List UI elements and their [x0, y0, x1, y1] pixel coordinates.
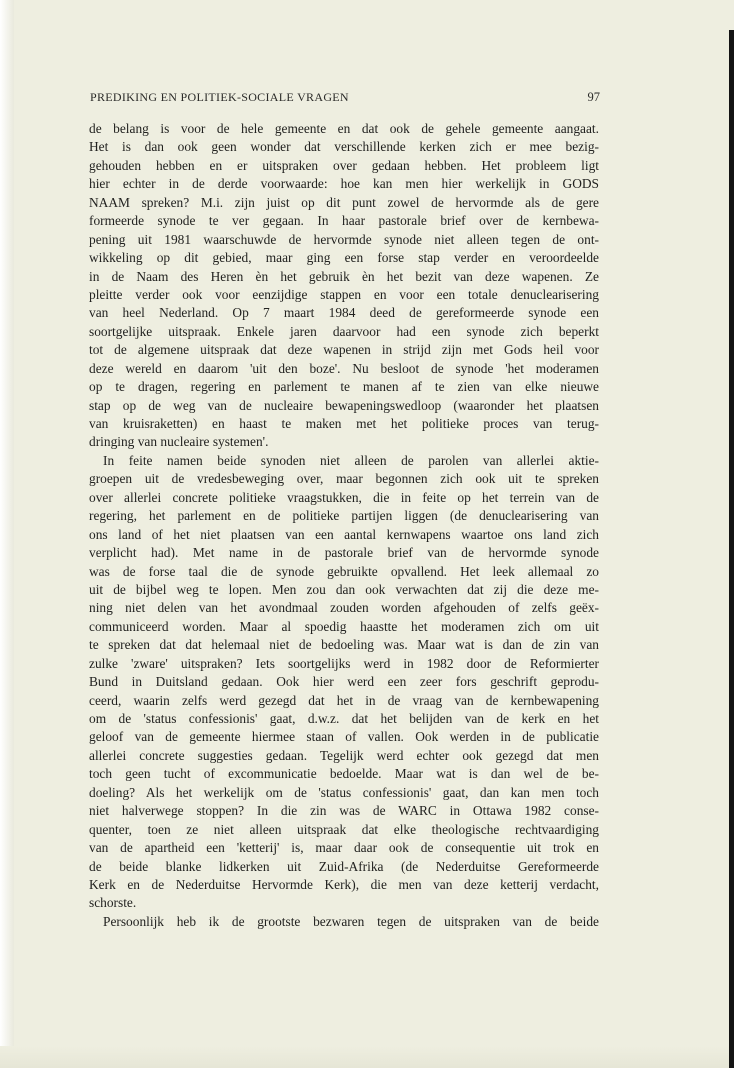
text-line: ning niet delen van het avondmaal zouden worden afgehouden of zelfs geëx-	[89, 600, 599, 616]
text-line: geloof van de gemeente hiermee staan of vallen. Ook werden in de publicatie	[89, 729, 599, 745]
text-line: Het is dan ook geen wonder dat verschillende kerken zich er mee bezig-	[89, 139, 599, 155]
text-line: quenter, toen ze niet alleen uitspraak dat elke theologische rechtvaardiging	[89, 821, 599, 837]
text-line: NAAM spreken? M.i. zijn juist op dit punt zowel de hervormde als de gere	[89, 194, 599, 210]
text-line: formeerde synode te ver gegaan. In haar pastorale brief over de kernbewa-	[89, 213, 599, 229]
text-line: zulke 'zware' uitspraken? Iets soortgelijks werd in 1982 door de Reformierter	[89, 655, 599, 671]
text-line: verplicht had). Met name in de pastorale brief van de hervormde synode	[89, 545, 599, 561]
text-line: stap op de weg van de nucleaire bewapeningswedloop (waaronder het plaatsen	[89, 397, 599, 413]
text-line: communiceerd worden. Maar al spoedig haastte het moderamen zich om uit	[89, 618, 599, 634]
page-bottom-edge	[0, 1046, 738, 1068]
text-line: te spreken dat dat helemaal niet de bedoeling was. Maar wat is dan de zin van	[89, 637, 599, 653]
scan-right-margin	[734, 0, 738, 1068]
text-line: de belang is voor de hele gemeente en dat ook de gehele gemeente aangaat.	[89, 121, 599, 136]
text-line: regering, het parlement en de politieke partijen liggen (de denuclearisering van	[89, 508, 599, 524]
text-line: pleitte verder ook voor eenzijdige stappen en voor een totale denuclearisering	[89, 286, 599, 302]
text-line: niet halverwege stoppen? In die zin was de WARC in Ottawa 1982 conse-	[89, 803, 599, 819]
text-line: schorste.	[89, 895, 137, 911]
text-line: deze wereld en daarom 'uit den boze'. Nu besloot de synode 'het moderamen	[89, 360, 599, 376]
paragraph-first-line: In feite namen beide synoden niet alleen de parolen van allerlei aktie-	[103, 452, 599, 468]
page-number: 97	[587, 90, 600, 104]
text-line: toch geen tucht of excommunicatie bedoelde. Maar wat is dan wel de be-	[89, 766, 599, 782]
page-left-edge-shadow	[0, 0, 14, 1068]
text-line: de beide blanke lidkerken uit Zuid-Afrika (de Nederduitse Gereformeerde	[89, 858, 599, 874]
text-line: van de apartheid een 'ketterij' is, maar daar ook de consequentie uit trok en	[89, 840, 599, 856]
text-line: op te dragen, regering en parlement te manen af te zien van elke nieuwe	[89, 379, 599, 395]
text-line: hier echter in de derde voorwaarde: hoe kan men hier werkelijk in GODS	[89, 176, 599, 192]
text-line: in de Naam des Heren èn het gebruik èn het bezit van deze wapenen. Ze	[89, 268, 599, 284]
text-line: Kerk en de Nederduitse Hervormde Kerk), die men van deze ketterij verdacht,	[89, 876, 599, 892]
text-line: wikkeling op dit gebied, maar ging een forse stap verder en veroordeelde	[89, 250, 599, 266]
text-line: van heel Nederland. Op 7 maart 1984 deed de gereformeerde synode een	[89, 305, 599, 321]
text-line: gehouden hebben en er uitspraken over gedaan hebben. Het probleem ligt	[89, 157, 599, 173]
text-line: over allerlei concrete politieke vraagstukken, die in feite op het terrein van de	[89, 489, 599, 505]
running-title: PREDIKING EN POLITIEK-SOCIALE VRAGEN	[90, 90, 349, 104]
text-line: om de 'status confessionis' gaat, d.w.z. dat het belijden van de kerk en het	[89, 711, 599, 726]
body-text	[89, 120, 599, 931]
text-line: allerlei concrete suggesties gedaan. Tegelijk werd echter ook gezegd dat men	[89, 747, 599, 763]
running-head	[90, 90, 600, 106]
text-line: soortgelijke uitspraak. Enkele jaren daarvoor had een synode zich beperkt	[89, 323, 599, 339]
text-line: dringing van nucleaire systemen'.	[89, 434, 269, 450]
text-line: uit de bijbel weg te lopen. Men zou dan ook verwachten dat zij die deze me-	[89, 581, 599, 597]
text-line: ceerd, waarin zelfs werd gezegd dat het in de vraag van de kernbewapening	[89, 692, 599, 708]
text-line: doeling? Als het werkelijk om de 'status confessionis' gaat, dan kan men toch	[89, 784, 599, 800]
text-line: van kruisraketten) en haast te maken met het politieke proces van terug-	[89, 416, 599, 431]
text-line: was de forse taal die de synode gebruikte opvallend. Het leek allemaal zo	[89, 563, 599, 579]
text-line: Bund in Duitsland gedaan. Ook hier werd een zeer fors geschrift geprodu-	[89, 674, 599, 690]
text-line: ons land of het niet plaatsen van een aantal kernwapens waartoe ons land zich	[89, 526, 599, 542]
paragraph-first-line: Persoonlijk heb ik de grootste bezwaren tegen de uitspraken van de beide	[103, 913, 599, 929]
text-line: tot de algemene uitspraak dat deze wapenen in strijd zijn met Gods heil voor	[89, 342, 599, 358]
text-line: pening uit 1981 waarschuwde de hervormde synode niet alleen tegen de ont-	[89, 231, 599, 247]
text-line: groepen uit de vredesbeweging over, maar begonnen zich ook uit te spreken	[89, 471, 599, 487]
